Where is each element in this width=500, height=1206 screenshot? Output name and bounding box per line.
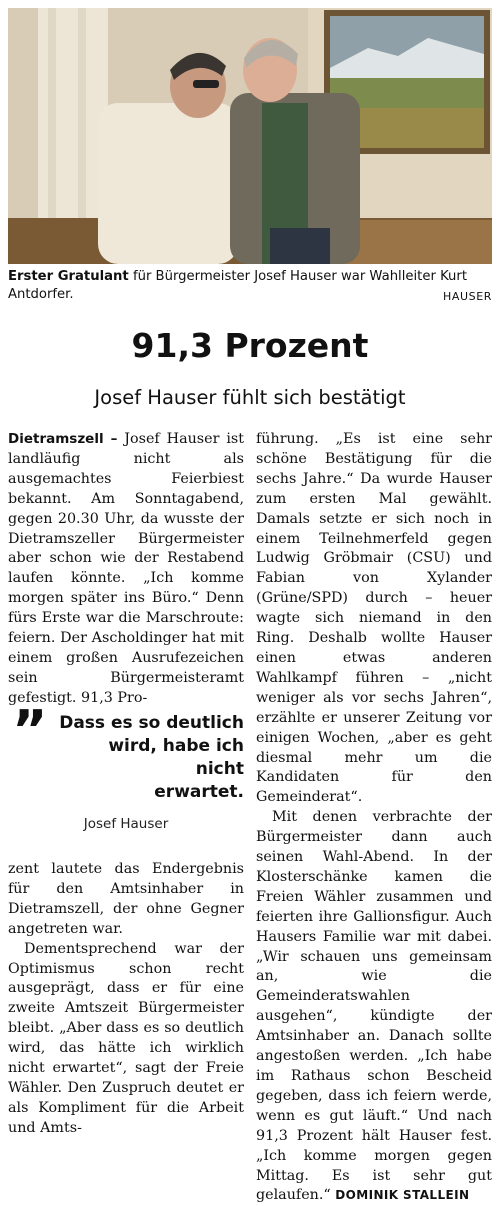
- paragraph-5: Mit denen verbrachte der Bürgermeister dann auch seinen Wahl-Abend. In der Klosterschänke kamen die Freien Wähler zusammen und feierten ihre Gallionsfigur. Auch Hausers Familie war mit dabei. „Wir schauen uns gemeinsam an, wie die Gemeinderatswahlen ausgehen“, kündigte der Amtsinhaber an. Danach sollte angestoßen werden. „Ich habe im Rathaus schon Bescheid gegeben, dass ich feiern werde, wenn es gut läuft.“ Und nach 91,3 Prozent hält Hauser fest. „Ich komme morgen gegen Mittag. Es ist sehr gut gelaufen.“: [256, 809, 492, 1204]
- caption-lead: Erster Gratulant: [8, 269, 129, 284]
- paragraph-2: zent lautete das Endergebnis für den Amtsinhaber in Dietramszell, der ohne Gegner angetreten war.: [8, 861, 244, 937]
- article-column-1-top: [8, 430, 244, 709]
- author-byline: DOMINIK STALLEIN: [335, 1188, 470, 1203]
- photo-credit: HAUSER: [442, 290, 492, 303]
- caption-text: für Bürgermeister Josef Hauser war Wahlleiter Kurt Antdorfer.: [8, 269, 468, 302]
- paragraph-4: führung. „Es ist eine sehr schöne Bestätigung für die sechs Jahre.“ Da wurde Hauser zum ersten Mal gewählt. Damals setzte er sich noch in einem Teilnehmerfeld gegen Ludwig Gröbmair (CSU) und Fabian von Xylander (Grüne/SPD) durch – heuer wagte sich niemand in den Ring. Deshalb wollte Hauser einen etwas anderen Wahlkampf führen – „nicht weniger als vor sechs Jahren“, erzählte er unserer Zeitung vor einigen Wochen, „aber es geht diesmal mehr um die Kandidaten für den Gemeinderat“.: [256, 431, 492, 806]
- photo-two-men-congratulating-icon: [8, 8, 492, 264]
- article-column-1-bottom: [8, 860, 244, 1139]
- quote-mark-icon: ”: [12, 699, 48, 762]
- paragraph-3: Dementsprechend war der Optimismus schon recht ausgeprägt, dass er für eine zweite Amtszeit Bürgermeister bleibt. „Aber dass es so deutlich wird, das hätte ich wirklich nicht erwartet“, sagt der Freie Wähler. Den Zuspruch deutet er als Kompliment für die Arbeit und Amts-: [8, 940, 244, 1136]
- pull-quote: [8, 699, 244, 832]
- paragraph-1: Josef Hauser ist landläufig nicht als ausgemachtes Feierbiest bekannt. Am Sonntagabend, gegen 20.30 Uhr, da wusste der Dietramszeller Bürgermeister aber schon wie der Restabend laufen könnte. „Ich komme morgen später ins Büro.“ Denn fürs Erste war die Marschroute: feiern. Der Ascholdinger hat mit einem großen Ausrufezeichen sein Bürgermeisteramt gefestigt. 91,3 Pro-: [8, 431, 244, 706]
- pull-quote-line-2: wird, habe ich nicht: [108, 736, 244, 779]
- pull-quote-attribution: Josef Hauser: [83, 816, 169, 832]
- pull-quote-line-3: erwartet.: [154, 782, 244, 802]
- pull-quote-line-1: Dass es so deutlich: [59, 713, 244, 733]
- photo-caption: [8, 268, 492, 304]
- article-column-2: [256, 430, 492, 1206]
- article-photo: [8, 8, 492, 264]
- subheadline: Josef Hauser fühlt sich bestätigt: [94, 386, 406, 409]
- headline: 91,3 Prozent: [131, 326, 369, 365]
- dateline: Dietramszell –: [8, 431, 118, 447]
